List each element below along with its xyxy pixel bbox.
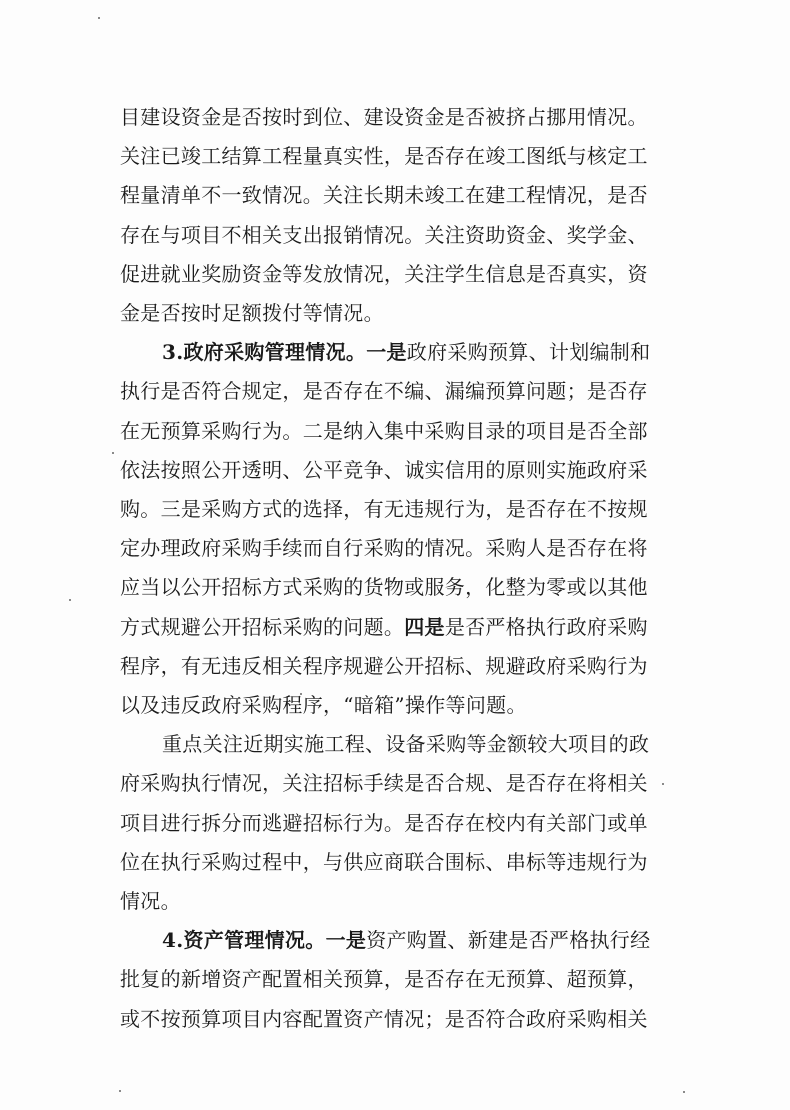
text-run: 位在执行采购过程中，与供应商联合围标、串标等违规行为: [120, 849, 648, 874]
text-run: 程序，有无违反相关程序规避公开招标、规避政府采购行为: [120, 653, 648, 678]
scan-speck: [112, 452, 114, 454]
paragraph-2: [120, 333, 690, 725]
text-line: [120, 764, 690, 803]
text-line: [120, 647, 690, 686]
text-run: 金是否按时足额拨付等情况。: [120, 301, 384, 326]
text-line: [120, 804, 690, 843]
bold-phrase: 四是: [404, 614, 445, 639]
text-run: 政府采购预算、计划编制和: [406, 340, 651, 365]
text-run: 执行是否符合规定，是否存在不编、漏编预算问题；是否存: [120, 379, 648, 404]
bold-phrase: 4.资产管理情况。: [162, 928, 326, 953]
text-run: 促进就业奖励资金等发放情况，关注学生信息是否真实，资: [120, 261, 648, 286]
text-run: 目建设资金是否按时到位、建设资金是否被挤占挪用情况。: [120, 105, 648, 129]
text-line: [120, 921, 690, 960]
text-run: 依法按照公开透明、公平竞争、诚实信用的原则实施政府采: [120, 457, 648, 482]
bold-phrase: 一是: [366, 340, 407, 365]
text-line: [120, 137, 690, 176]
text-line: [120, 294, 690, 333]
bold-phrase: 一是: [325, 928, 367, 953]
text-line: [120, 333, 690, 372]
text-run: 批复的新增资产配置相关预算，是否存在无预算、超预算，: [120, 967, 648, 992]
text-line: [120, 960, 690, 999]
text-run: 以及违反政府采购程序，“暗箱”操作等问题。: [120, 693, 527, 718]
text-line: [120, 451, 690, 490]
text-run: 关注已竣工结算工程量真实性，是否存在竣工图纸与核定工: [120, 144, 648, 169]
paragraph-4: [120, 921, 690, 1039]
text-line: [120, 882, 690, 921]
text-line: [120, 98, 690, 137]
text-run: 程量清单不一致情况。关注长期未竣工在建工程情况，是否: [120, 183, 648, 208]
text-line: [120, 725, 690, 764]
text-line: [120, 216, 690, 255]
text-run: 情况。: [120, 889, 181, 914]
text-line: [120, 686, 690, 725]
text-run: 府采购执行情况，关注招标手续是否合规、是否存在将相关: [120, 771, 648, 796]
scan-speck: [119, 1090, 121, 1092]
text-run: 重点关注近期实施工程、设备采购等金额较大项目的政: [162, 732, 650, 757]
bold-phrase: 3.政府采购管理情况。: [162, 340, 367, 365]
text-run: 购。三是采购方式的选择，有无违规行为，是否存在不按规: [120, 497, 648, 522]
text-run: 方式规避公开招标采购的问题。: [120, 614, 405, 639]
text-run: 项目进行拆分而逃避招标行为。是否存在校内有关部门或单: [120, 810, 648, 835]
text-line: [120, 372, 690, 411]
text-line: [120, 490, 690, 529]
text-run: 或不按预算项目内容配置资产情况；是否符合政府采购相关: [120, 1006, 648, 1031]
text-line: [120, 255, 690, 294]
text-line: [120, 176, 690, 215]
text-line: [120, 608, 690, 647]
text-line: [120, 568, 690, 607]
text-run: 在无预算采购行为。二是纳入集中采购目录的项目是否全部: [120, 418, 648, 443]
paragraph-3: [120, 725, 690, 921]
text-line: [120, 412, 690, 451]
scan-speck: [683, 1091, 685, 1093]
text-run: 定办理政府采购手续而自行采购的情况。采购人是否存在将: [120, 536, 648, 561]
paragraph-1: [120, 98, 690, 333]
text-run: 是否严格执行政府采购: [444, 614, 648, 639]
document-body: [120, 98, 690, 1039]
text-line: [120, 529, 690, 568]
text-run: 存在与项目不相关支出报销情况。关注资助资金、奖学金、: [120, 222, 648, 247]
text-line: [120, 843, 690, 882]
text-line: [120, 1000, 690, 1039]
scan-speck: [69, 599, 71, 601]
text-run: 资产购置、新建是否严格执行经: [366, 928, 651, 953]
scan-speck: [98, 17, 100, 19]
text-run: 应当以公开招标方式采购的货物或服务，化整为零或以其他: [120, 575, 648, 600]
